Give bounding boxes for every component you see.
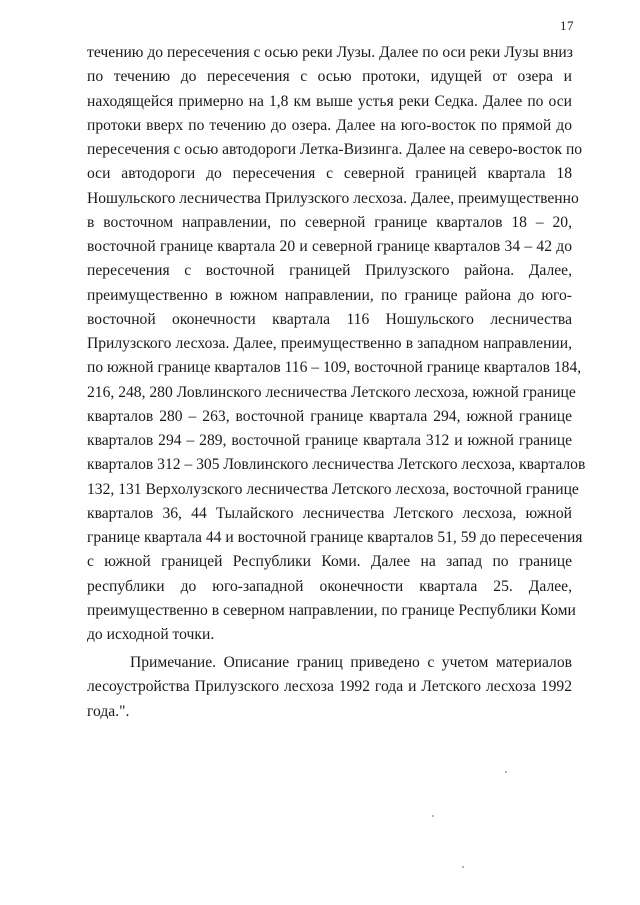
text-line: республики до юго-западной оконечности квартала 25. Далее, — [87, 577, 572, 595]
text-line: границе квартала 44 и восточной границе кварталов 51, 59 до пересечения — [87, 529, 583, 546]
text-line: Ношульского лесничества Прилузского лесхоза. Далее, преимущественно — [87, 189, 579, 207]
text-line: восточной границе квартала 20 и северной границе кварталов 34 – 42 до — [87, 238, 572, 255]
text-line: по южной границе кварталов 116 – 109, восточной границе кварталов 184, — [87, 359, 582, 377]
text-line: течению до пересечения с осью реки Лузы. Далее по оси реки Лузы вниз — [87, 44, 573, 61]
scan-speck — [462, 866, 464, 868]
text-line: кварталов 280 – 263, восточной границе квартала 294, южной границе — [87, 407, 572, 425]
scan-speck — [432, 815, 434, 817]
text-line: находящейся примерно на 1,8 км выше устья реки Седка. Далее по оси — [87, 92, 572, 110]
text-line: протоки вверх по течению до озера. Далее на юго-восток по прямой до — [87, 116, 572, 134]
text-line: восточной оконечности квартала 116 Ношульского лесничества — [87, 310, 572, 328]
scan-speck — [505, 771, 507, 773]
note-paragraph — [87, 651, 572, 724]
text-line: Прилузского лесхоза. Далее, преимущественно в западном направлении, — [87, 335, 572, 352]
text-line: преимущественно в северном направлении, по границе Республики Коми — [87, 601, 576, 619]
note-line: лесоустройства Прилузского лесхоза 1992 года и Летского лесхоза 1992 — [87, 678, 572, 696]
text-line: пересечения с осью автодороги Летка-Визинга. Далее на северо-восток по — [87, 141, 583, 158]
text-line: пересечения с восточной границей Прилузского района. Далее, — [87, 262, 572, 280]
text-line: кварталов 294 – 289, восточной границе квартала 312 и южной границе — [87, 432, 572, 449]
text-line: кварталов 312 – 305 Ловлинского лесничества Летского лесхоза, кварталов — [87, 456, 586, 474]
boundary-description-paragraph — [87, 41, 586, 647]
page-number: 17 — [560, 18, 574, 33]
text-line: кварталов 36, 44 Тылайского лесничества Летского лесхоза, южной — [87, 504, 572, 522]
text-line: до исходной точки. — [87, 626, 215, 643]
text-line: преимущественно в южном направлении, по границе района до юго- — [87, 286, 572, 304]
note-line: Примечание. Описание границ приведено с учетом материалов — [130, 654, 572, 671]
text-line: оси автодороги до пересечения с северной границей квартала 18 — [87, 165, 572, 183]
text-line: 132, 131 Верхолузского лесничества Летского лесхоза, восточной границе — [87, 480, 579, 498]
text-line: с южной границей Республики Коми. Далее на запад по границе — [87, 553, 572, 571]
note-line: года.". — [87, 702, 130, 720]
text-line: 216, 248, 280 Ловлинского лесничества Летского лесхоза, южной границе — [87, 383, 576, 401]
text-line: в восточном направлении, по северной границе кварталов 18 – 20, — [87, 213, 572, 231]
text-line: по течению до пересечения с осью протоки, идущей от озера и — [87, 68, 572, 86]
